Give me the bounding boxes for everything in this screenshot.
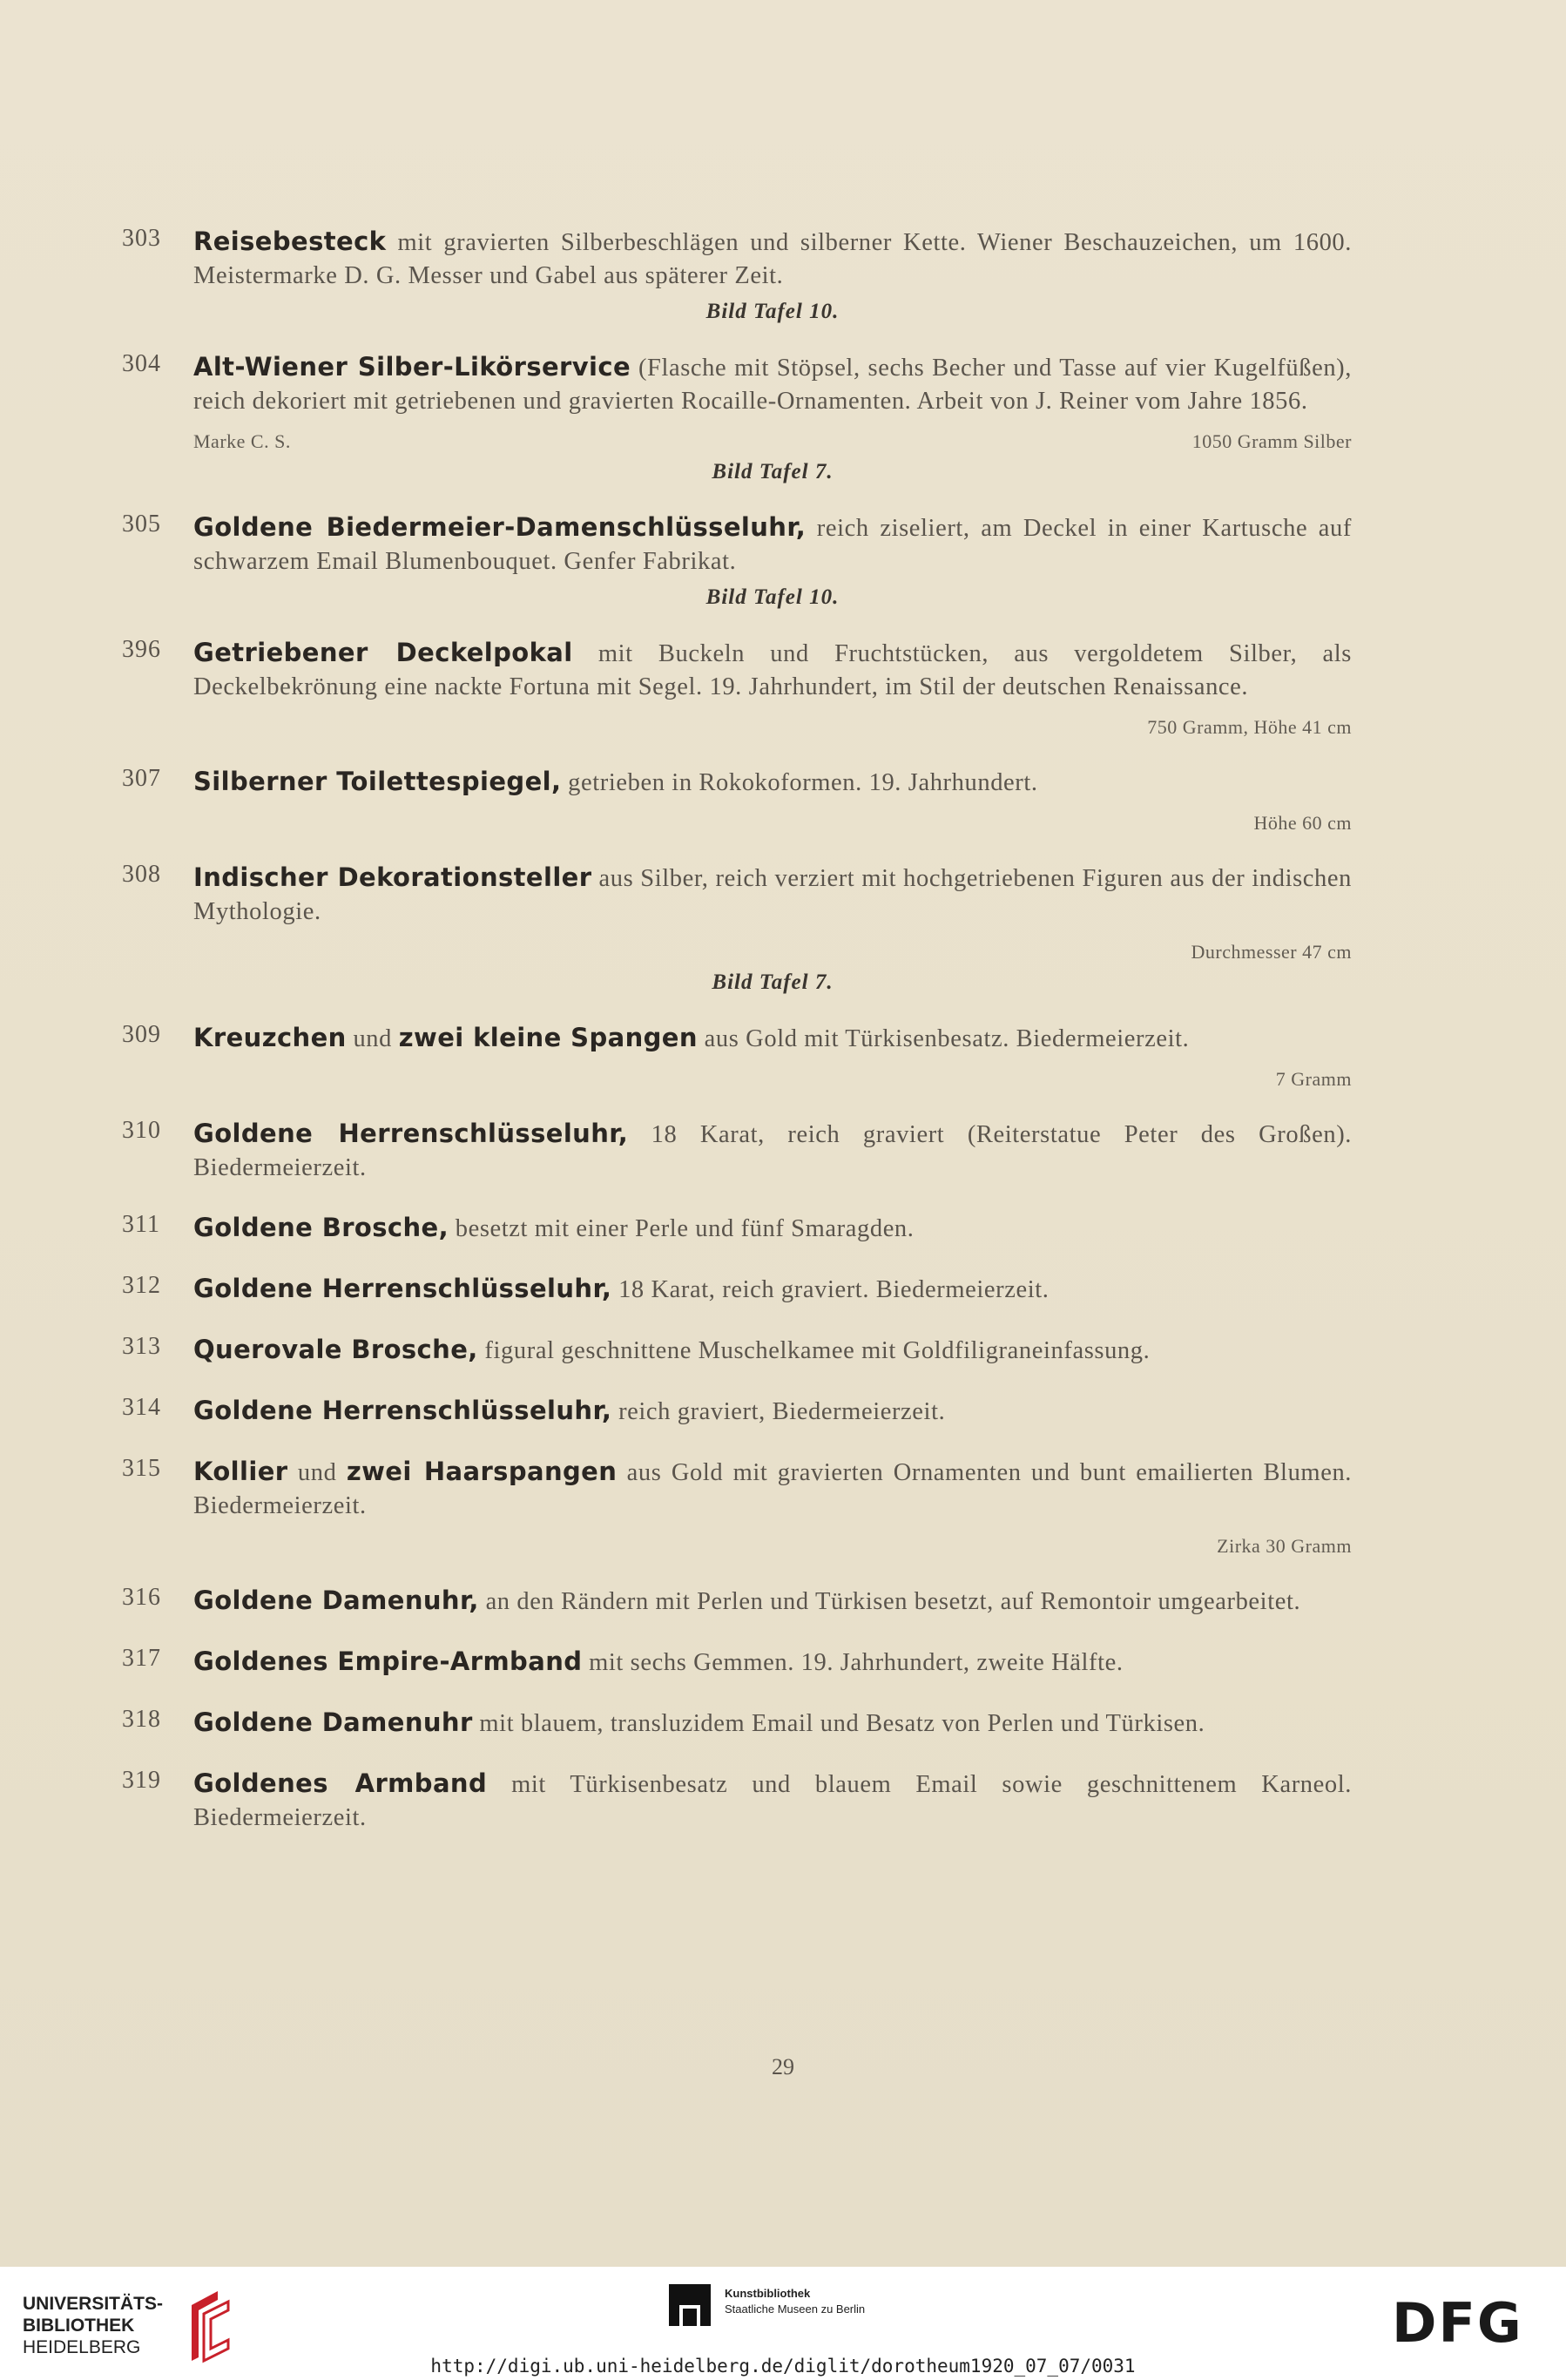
entry-title: Kollier bbox=[193, 1457, 288, 1486]
entry-meta bbox=[193, 812, 1352, 835]
ub-logo-text bbox=[23, 2293, 163, 2358]
catalog-entry bbox=[122, 1584, 1352, 1619]
entry-number: 318 bbox=[122, 1706, 161, 1733]
entry-description: 18 Karat, reich graviert. Biedermeierzeit. bbox=[618, 1276, 1050, 1303]
entry-measure: 1050 Gramm Silber bbox=[1191, 430, 1352, 452]
entry-list bbox=[122, 225, 1352, 1861]
entry-number: 317 bbox=[122, 1645, 161, 1672]
catalog-entry bbox=[122, 1706, 1352, 1741]
catalog-entry bbox=[122, 1211, 1352, 1246]
page-number: 29 bbox=[772, 2054, 794, 2079]
catalog-entry bbox=[122, 1333, 1352, 1368]
entry-text bbox=[193, 636, 1352, 704]
kunstbibliothek-text bbox=[725, 2286, 865, 2317]
entry-title: Reisebesteck bbox=[193, 227, 387, 256]
entry-number: 305 bbox=[122, 510, 161, 538]
entry-text bbox=[193, 861, 1352, 929]
catalog-entry bbox=[122, 1117, 1352, 1185]
entry-description: reich ziseliert, am Deckel in einer Kartusche auf schwarzem Email Blumenbouquet. Genfer Fabrikat. bbox=[193, 515, 1352, 575]
entry-text bbox=[193, 1767, 1352, 1835]
entry-title: Alt-Wiener Silber-Likörservice bbox=[193, 352, 631, 382]
catalog-entry bbox=[122, 225, 1352, 324]
entry-number: 308 bbox=[122, 861, 161, 888]
entry-number: 311 bbox=[122, 1211, 160, 1238]
entry-description: aus Silber, reich verziert mit hochgetriebenen Figuren aus der indischen Mythologie. bbox=[193, 865, 1352, 925]
entry-number: 312 bbox=[122, 1272, 161, 1299]
entry-text bbox=[193, 1455, 1352, 1523]
entry-mark: Marke C. S. bbox=[193, 430, 291, 452]
entry-text bbox=[193, 510, 1352, 578]
entry-title: Goldenes Empire-Armband bbox=[193, 1646, 583, 1676]
entry-text bbox=[193, 765, 1352, 800]
plate-reference: Bild Tafel 7. bbox=[712, 970, 834, 994]
entry-text bbox=[193, 225, 1352, 293]
entry-description: mit blauem, transluzidem Email und Besatz von Perlen und Türkisen. bbox=[479, 1710, 1205, 1737]
entry-text bbox=[193, 1117, 1352, 1185]
entry-meta bbox=[193, 1535, 1352, 1558]
entry-description: figural geschnittene Muschelkamee mit Goldfiligraneinfassung. bbox=[484, 1337, 1151, 1364]
entry-number: 314 bbox=[122, 1394, 161, 1421]
entry-measure: Höhe 60 cm bbox=[1253, 812, 1352, 834]
catalog-entry bbox=[122, 1455, 1352, 1558]
entry-description: getrieben in Rokokoformen. 19. Jahrhundert. bbox=[568, 769, 1038, 796]
ub-line-2: BIBLIOTHEK bbox=[23, 2316, 135, 2336]
entry-number: 313 bbox=[122, 1333, 161, 1360]
entry-measure: 7 Gramm bbox=[1275, 1068, 1352, 1090]
entry-measure: Zirka 30 Gramm bbox=[1217, 1535, 1352, 1557]
entry-number: 315 bbox=[122, 1455, 161, 1482]
entry-title: Goldene Biedermeier-Damenschlüsseluhr, bbox=[193, 512, 807, 542]
catalog-entry bbox=[122, 350, 1352, 484]
kb-line-2: Staatliche Museen zu Berlin bbox=[725, 2302, 866, 2316]
entry-text bbox=[193, 1333, 1352, 1368]
kunstbibliothek-logo[interactable] bbox=[667, 2282, 865, 2328]
entry-description: mit Türkisenbesatz und blauem Email sowie geschnittenem Karneol. Biedermeierzeit. bbox=[193, 1771, 1352, 1831]
entry-text bbox=[193, 1272, 1352, 1307]
entry-number: 396 bbox=[122, 636, 161, 663]
entry-text bbox=[193, 350, 1352, 418]
catalog-entry bbox=[122, 765, 1352, 835]
entry-text bbox=[193, 1394, 1352, 1429]
entry-text bbox=[193, 1584, 1352, 1619]
entry-meta bbox=[193, 941, 1352, 963]
catalog-entry bbox=[122, 1767, 1352, 1835]
entry-title: Goldene Herrenschlüsseluhr, bbox=[193, 1119, 629, 1148]
entry-measure: Durchmesser 47 cm bbox=[1191, 941, 1352, 963]
entry-conjunction: und bbox=[353, 1025, 393, 1052]
entry-text bbox=[193, 1211, 1352, 1246]
entry-title: Kreuzchen bbox=[193, 1023, 347, 1052]
ub-mark-icon bbox=[183, 2288, 235, 2366]
catalog-entry bbox=[122, 636, 1352, 739]
entry-title: Goldene Brosche, bbox=[193, 1213, 449, 1242]
entry-conjunction: und bbox=[297, 1459, 337, 1486]
ub-line-3: HEIDELBERG bbox=[23, 2337, 141, 2357]
kunstbibliothek-icon bbox=[667, 2282, 712, 2328]
catalog-entry bbox=[122, 1394, 1352, 1429]
entry-text bbox=[193, 1645, 1352, 1680]
catalog-entry bbox=[122, 1021, 1352, 1091]
catalog-entry bbox=[122, 861, 1352, 995]
entry-number: 310 bbox=[122, 1117, 161, 1144]
entry-description: aus Gold mit Türkisenbesatz. Biedermeierzeit. bbox=[704, 1025, 1190, 1052]
entry-number: 309 bbox=[122, 1021, 161, 1048]
entry-title-2: zwei kleine Spangen bbox=[398, 1023, 698, 1052]
kb-line-1: Kunstbibliothek bbox=[725, 2287, 811, 2300]
entry-description: an den Rändern mit Perlen und Türkisen besetzt, auf Remontoir umgearbeitet. bbox=[485, 1588, 1301, 1615]
entry-meta bbox=[193, 430, 1352, 453]
entry-title: Silberner Toilettespiegel, bbox=[193, 767, 562, 796]
entry-description: besetzt mit einer Perle und fünf Smaragden. bbox=[455, 1215, 915, 1242]
entry-number: 316 bbox=[122, 1584, 161, 1611]
entry-description: aus Gold mit gravierten Ornamenten und bunt emailierten Blumen. Biedermeierzeit. bbox=[193, 1459, 1353, 1519]
entry-number: 307 bbox=[122, 765, 161, 792]
entry-text bbox=[193, 1706, 1352, 1741]
entry-description: (Flasche mit Stöpsel, sechs Becher und Tasse auf vier Kugelfüßen), reich dekoriert mit getriebenen und gravierten Rocaille-Ornamenten. Arbeit von J. Reiner vom Jahre 1856. bbox=[193, 355, 1352, 415]
entry-number: 319 bbox=[122, 1767, 161, 1794]
catalog-entry bbox=[122, 1272, 1352, 1307]
entry-title: Getriebener Deckelpokal bbox=[193, 638, 573, 667]
dfg-logo[interactable]: DFG bbox=[1392, 2291, 1523, 2355]
entry-title: Goldene Damenuhr, bbox=[193, 1586, 479, 1615]
entry-meta bbox=[193, 716, 1352, 739]
entry-title: Goldene Herrenschlüsseluhr, bbox=[193, 1274, 612, 1303]
entry-title: Goldene Herrenschlüsseluhr, bbox=[193, 1396, 612, 1425]
plate-reference: Bild Tafel 7. bbox=[712, 460, 834, 483]
ub-line-1: UNIVERSITÄTS- bbox=[23, 2294, 164, 2314]
entry-title: Querovale Brosche, bbox=[193, 1335, 478, 1364]
catalog-entry bbox=[122, 510, 1352, 610]
entry-description: reich graviert, Biedermeierzeit. bbox=[618, 1398, 946, 1425]
permalink-url[interactable]: http://digi.ub.uni-heidelberg.de/diglit/dorotheum1920_07_07/0031 bbox=[430, 2356, 1136, 2377]
entry-number: 304 bbox=[122, 350, 161, 377]
entry-title: Goldene Damenuhr bbox=[193, 1707, 473, 1737]
entry-description: mit gravierten Silberbeschlägen und silberner Kette. Wiener Beschauzeichen, um 1600. Meistermarke D. G. Messer und Gabel aus späterer Zeit. bbox=[193, 229, 1353, 289]
entry-meta bbox=[193, 1068, 1352, 1091]
entry-title: Indischer Dekorationsteller bbox=[193, 862, 592, 892]
entry-text bbox=[193, 1021, 1352, 1056]
ub-heidelberg-logo[interactable] bbox=[23, 2293, 163, 2358]
footer-bar bbox=[0, 2267, 1566, 2380]
plate-reference: Bild Tafel 10. bbox=[705, 300, 840, 323]
plate-reference: Bild Tafel 10. bbox=[705, 585, 840, 609]
entry-title-2: zwei Haarspangen bbox=[346, 1457, 618, 1486]
entry-description: mit Buckeln und Fruchtstücken, aus vergoldetem Silber, als Deckelbekrönung eine nackte Fortuna mit Segel. 19. Jahrhundert, im Stil der deutschen Renaissance. bbox=[193, 640, 1352, 700]
entry-number: 303 bbox=[122, 225, 161, 252]
entry-title: Goldenes Armband bbox=[193, 1768, 488, 1798]
entry-description: 18 Karat, reich graviert (Reiterstatue Peter des Großen). Biedermeierzeit. bbox=[193, 1121, 1353, 1181]
entry-measure: 750 Gramm, Höhe 41 cm bbox=[1147, 716, 1352, 738]
catalog-entry bbox=[122, 1645, 1352, 1680]
entry-description: mit sechs Gemmen. 19. Jahrhundert, zweite Hälfte. bbox=[589, 1649, 1124, 1676]
